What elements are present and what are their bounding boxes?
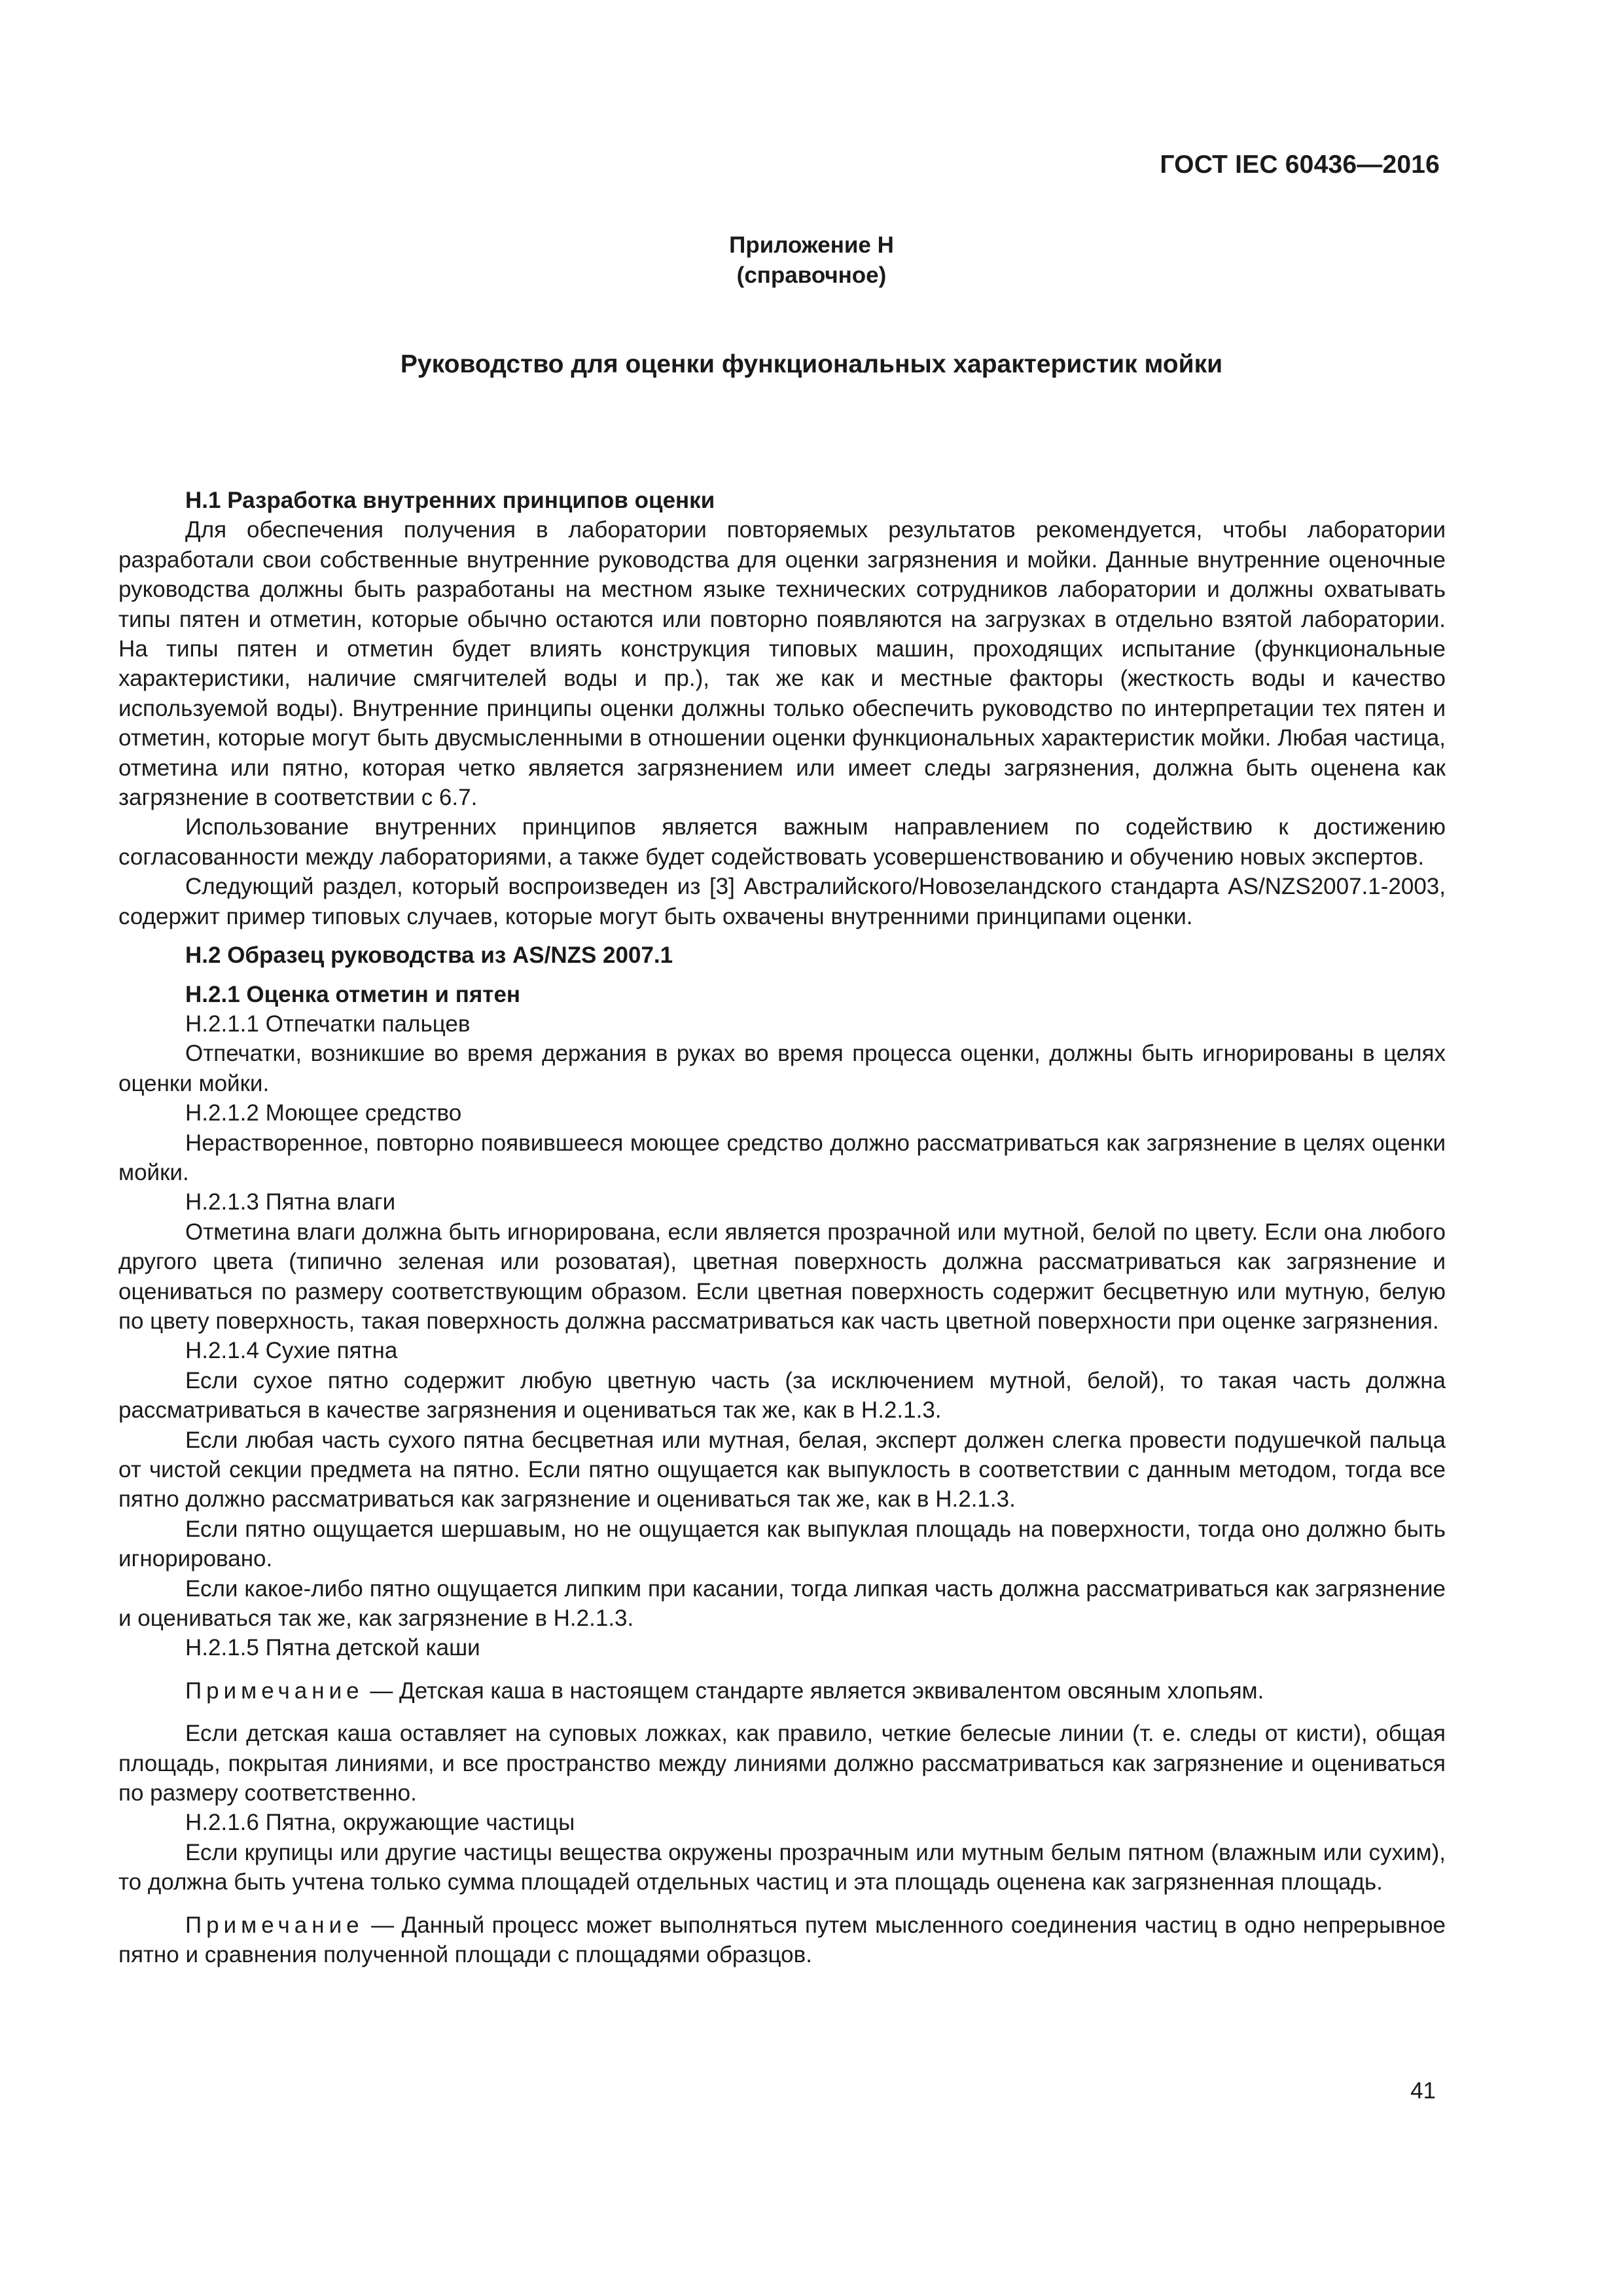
- clause-heading-h214: Н.2.1.4 Сухие пятна: [185, 1338, 398, 1364]
- paragraph: Если любая часть сухого пятна бесцветная или мутная, белая, эксперт должен слегка провести подушечкой пальца от чистой секции предмета на пятно. Если пятно ощущается как выпуклость в соответствии с данным методом, тогда все пятно должно рассматриваться как загрязнение и оцениваться так же, как в Н.2.1.3.: [118, 1427, 1446, 1513]
- note: [118, 1676, 1446, 1706]
- note-text: — Данный процесс может выполняться путем мысленного соединения частиц в одно непрерывное пятно и сравнения полученной площади с площадями образцов.: [118, 1912, 1446, 1968]
- paragraph: Отметина влаги должна быть игнорирована, если является прозрачной или мутной, белой по цвету. Если она любого другого цвета (типично зеленая или розоватая), цветная поверхность должна рассматриваться как загрязнение и оцениваться по размеру соответствующим образом. Если цветная поверхность содержит бесцветную или мутную, белую по цвету поверхность, такая поверхность должна рассматриваться как часть цветной поверхности при оценке загрязнения.: [118, 1219, 1446, 1334]
- note-label: Примечание: [185, 1677, 364, 1704]
- note: [118, 1910, 1446, 1970]
- paragraph: Если детская каша оставляет на суповых ложках, как правило, четкие белесые линии (т. е. следы от кисти), общая площадь, покрытая линиями, и все пространство между линиями должно рассматриваться как загрязнение и оцениваться по размеру соответственно.: [118, 1721, 1446, 1806]
- document-title: Руководство для оценки функциональных характеристик мойки: [400, 350, 1223, 378]
- note-text: — Детская каша в настоящем стандарте является эквивалентом овсяным хлопьям.: [363, 1677, 1264, 1704]
- page-number: 41: [1410, 2078, 1436, 2104]
- clause-heading-h211: Н.2.1.1 Отпечатки пальцев: [185, 1011, 471, 1037]
- paragraph: Следующий раздел, который воспроизведен из [3] Австралийского/Новозеландского стандарта AS/NZS2007.1-2003, содержит пример типовых случаев, которые могут быть охвачены внутренними принципами оценки.: [118, 874, 1446, 929]
- standard-designation: ГОСТ IEC 60436—2016: [1160, 151, 1440, 179]
- paragraph: Если сухое пятно содержит любую цветную часть (за исключением мутной, белой), то такая часть должна рассматриваться в качестве загрязнения и оцениваться так же, как в Н.2.1.3.: [118, 1367, 1446, 1424]
- section-heading-h1: Н.1 Разработка внутренних принципов оценки: [185, 488, 715, 513]
- document-body: [118, 486, 1446, 1983]
- paragraph: Отпечатки, возникшие во время держания в руках во время процесса оценки, должны быть игнорированы в целях оценки мойки.: [118, 1041, 1446, 1096]
- paragraph: Если крупицы или другие частицы вещества окружены прозрачным или мутным белым пятном (влажным или сухим), то должна быть учтена только сумма площадей отдельных частиц и эта площадь оценена как загрязненная площадь.: [118, 1839, 1446, 1895]
- paragraph: Если пятно ощущается шершавым, но не ощущается как выпуклая площадь на поверхности, тогда оно должно быть игнорировано.: [118, 1516, 1446, 1572]
- paragraph: Для обеспечения получения в лаборатории повторяемых результатов рекомендуется, чтобы лаборатории разработали свои собственные внутренние руководства для оценки загрязнения и мойки. Данные внутренние оценочные руководства должны быть разработаны на местном языке технических сотрудников лаборатории и должны охватывать типы пятен и отметин, которые обычно остаются или повторно появляются на загрузках в отдельно взятой лаборатории. На типы пятен и отметин будет влиять конструкция типовых машин, проходящих испытание (функциональные характеристики, наличие смягчителей воды и пр.), так же как и местные факторы (жесткость воды и качество используемой воды). Внутренние принципы оценки должны только обеспечить руководство по интерпретации тех пятен и отметин, которые могут быть двусмысленными в отношении оценки функциональных характеристик мойки. Любая частица, отметина или пятно, которая четко является загрязнением или имеет следы загрязнения, должна быть оценена как загрязнение в соответствии с 6.7.: [118, 517, 1446, 811]
- clause-heading-h215: Н.2.1.5 Пятна детской каши: [185, 1635, 480, 1661]
- clause-heading-h216: Н.2.1.6 Пятна, окружающие частицы: [185, 1810, 575, 1836]
- section-heading-h2: Н.2 Образец руководства из AS/NZS 2007.1: [185, 942, 673, 969]
- clause-heading-h213: Н.2.1.3 Пятна влаги: [185, 1189, 396, 1215]
- appendix-type: (справочное): [736, 262, 887, 288]
- clause-heading-h212: Н.2.1.2 Моющее средство: [185, 1100, 462, 1126]
- note-label: Примечание: [185, 1912, 364, 1938]
- paragraph: Если какое-либо пятно ощущается липким при касании, тогда липкая часть должна рассматриваться как загрязнение и оцениваться так же, как загрязнение в Н.2.1.3.: [118, 1575, 1446, 1632]
- appendix-label: Приложение Н: [729, 232, 894, 258]
- subsection-heading-h21: Н.2.1 Оценка отметин и пятен: [185, 981, 521, 1007]
- paragraph: Использование внутренних принципов является важным направлением по содействию к достижению согласованности между лабораториями, а также будет содействовать усовершенствованию и обучению новых экспертов.: [118, 814, 1446, 870]
- paragraph: Нерастворенное, повторно появившееся моющее средство должно рассматриваться как загрязнение в целях оценки мойки.: [118, 1130, 1446, 1185]
